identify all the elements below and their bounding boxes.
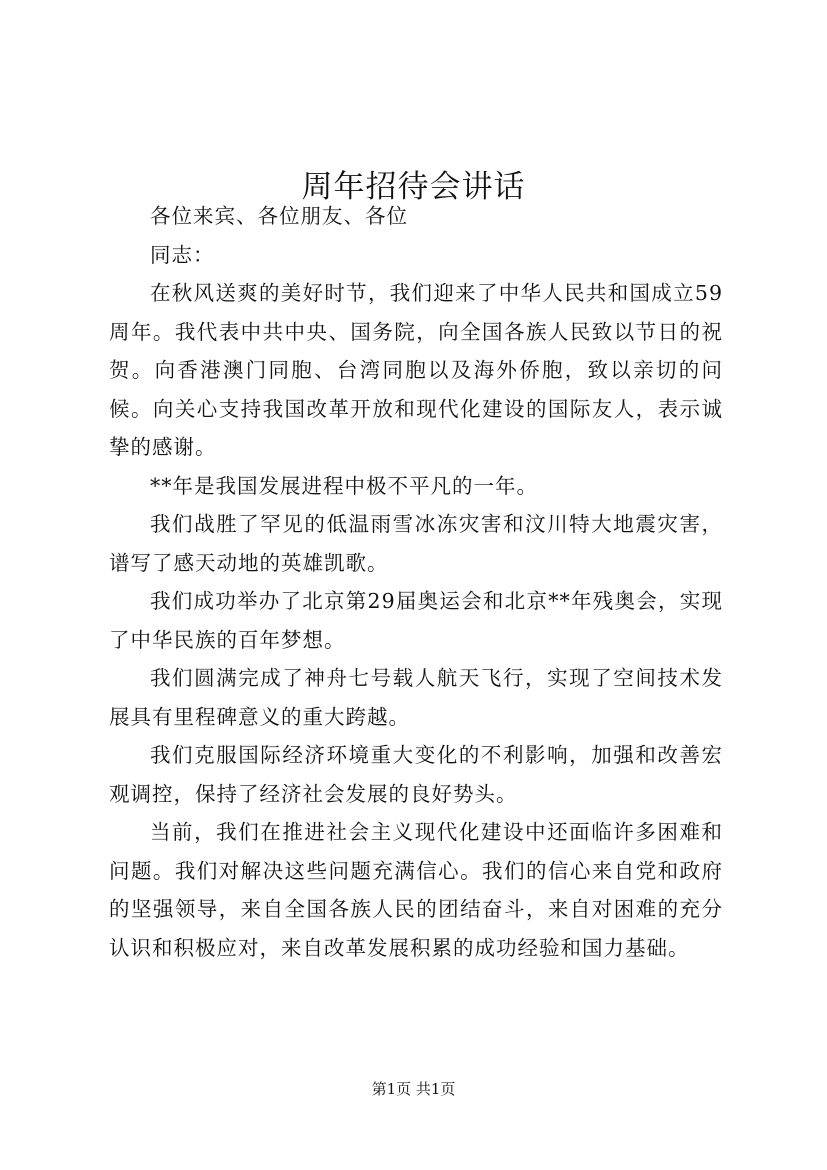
paragraph: 我们圆满完成了神舟七号载人航天飞行，实现了空间技术发展具有里程碑意义的重大跨越。	[109, 666, 723, 729]
salutation-line-1: 各位来宾、各位朋友、各位	[150, 204, 408, 228]
paragraph: 我们克服国际经济环境重大变化的不利影响，加强和改善宏观调控，保持了经济社会发展的良好势头。	[109, 743, 723, 806]
document-title: 周年招待会讲话	[301, 168, 526, 205]
paragraph: 在秋风送爽的美好时节，我们迎来了中华人民共和国成立59周年。我代表中共中央、国务院，向全国各族人民致以节日的祝贺。向香港澳门同胞、台湾同胞以及海外侨胞，致以亲切的问候。向关心支持我国改革开放和现代化建设的国际友人，表示诚挚的感谢。	[109, 281, 723, 459]
document-body	[109, 197, 723, 967]
page-number-footer: 第1页 共1页	[371, 1080, 456, 1098]
paragraph: 我们成功举办了北京第29届奥运会和北京**年残奥会，实现了中华民族的百年梦想。	[109, 589, 723, 652]
salutation-line-2: 同志：	[150, 242, 215, 267]
paragraph: 当前，我们在推进社会主义现代化建设中还面临许多困难和问题。我们对解决这些问题充满信心。我们的信心来自党和政府的坚强领导，来自全国各族人民的团结奋斗，来自对困难的充分认识和积极应对，来自改革发展积累的成功经验和国力基础。	[109, 820, 723, 960]
paragraph: **年是我国发展进程中极不平凡的一年。	[150, 473, 538, 498]
paragraph: 我们战胜了罕见的低温雨雪冰冻灾害和汶川特大地震灾害，谱写了感天动地的英雄凯歌。	[109, 512, 723, 575]
